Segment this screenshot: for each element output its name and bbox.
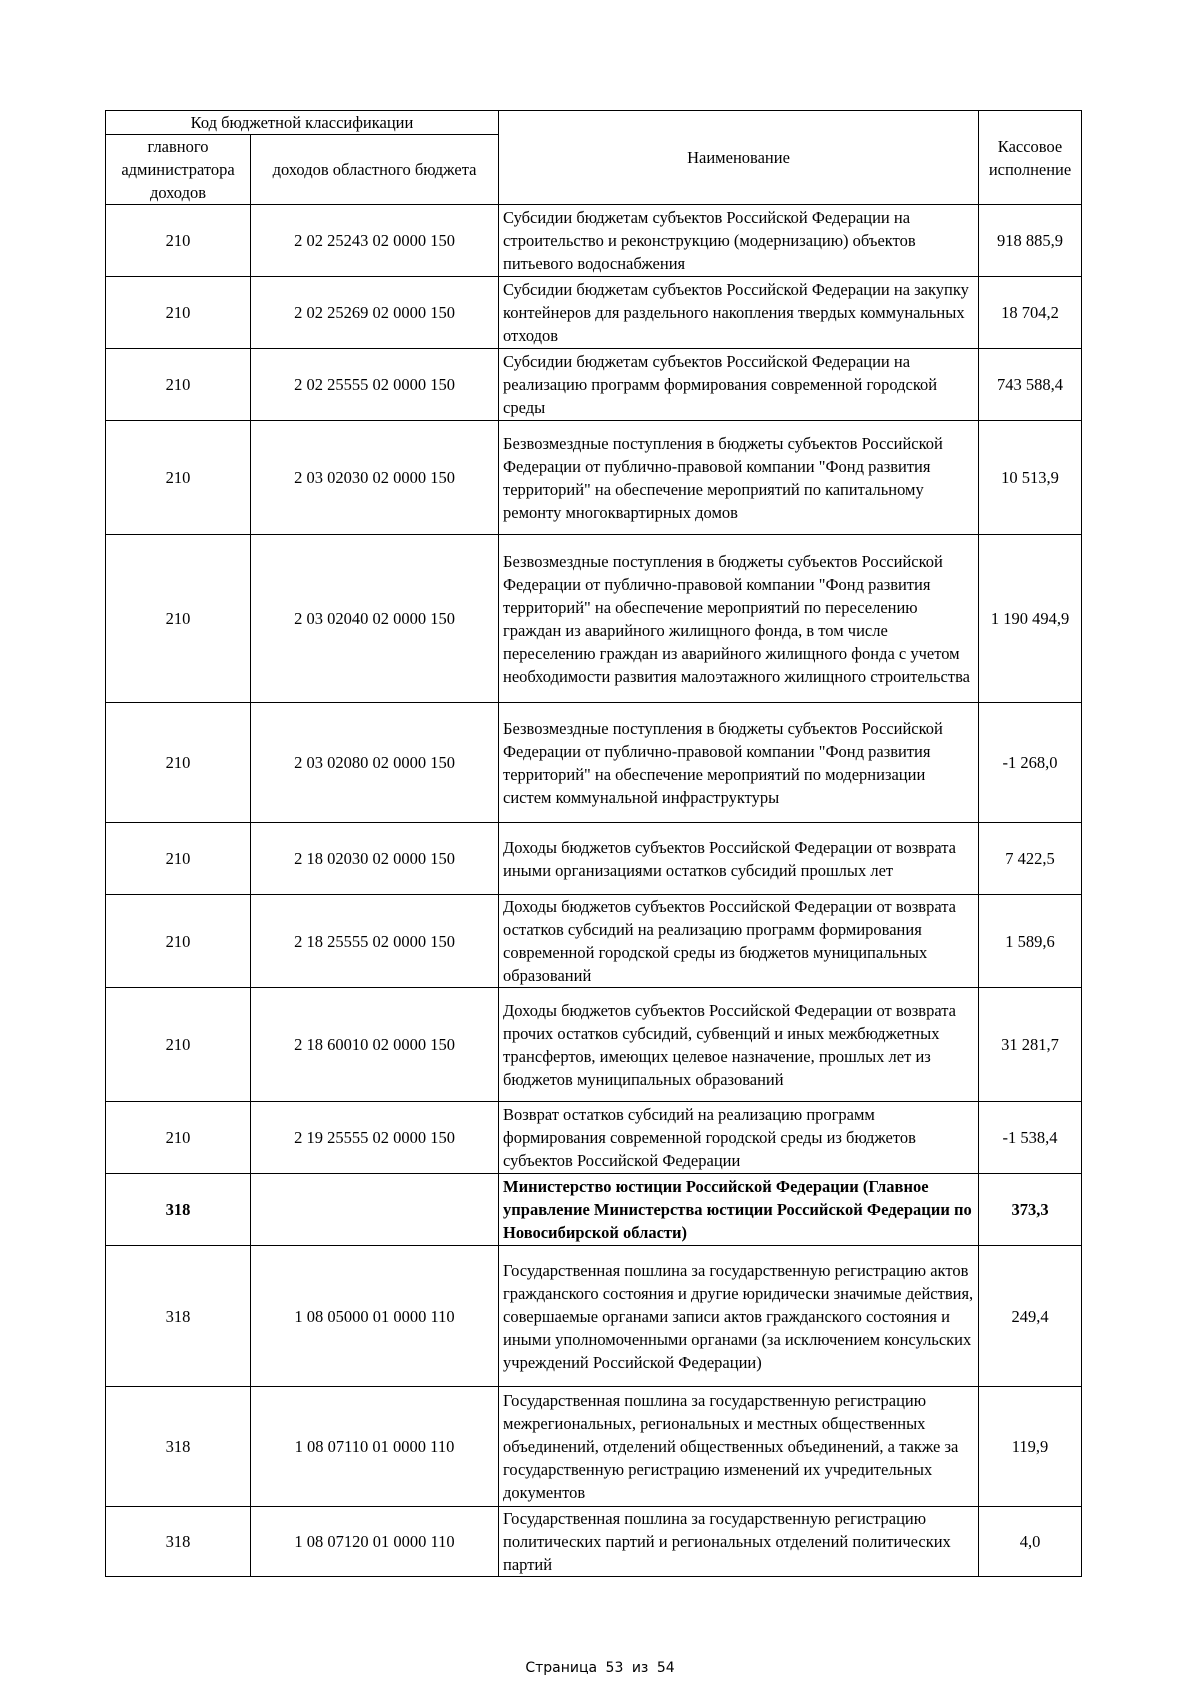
amount-cell: 18 704,2 (979, 277, 1082, 349)
amount-cell: 4,0 (979, 1507, 1082, 1577)
table-row (106, 205, 1082, 277)
admin-code-cell: 210 (106, 1102, 251, 1174)
name-cell: Государственная пошлина за государственную регистрацию актов гражданского состояния и другие юридически значимые действия, совершаемые органами записи актов гражданского состояния и иными уполномоченными органами (за исключением консульских учреждений Российской Федерации) (499, 1246, 979, 1387)
admin-code-cell: 210 (106, 823, 251, 895)
table-row (106, 1246, 1082, 1387)
income-code-cell: 2 03 02030 02 0000 150 (251, 421, 499, 535)
name-cell: Доходы бюджетов субъектов Российской Федерации от возврата иными организациями остатков субсидий прошлых лет (499, 823, 979, 895)
admin-code-cell: 318 (106, 1387, 251, 1507)
admin-code-cell: 318 (106, 1174, 251, 1246)
income-code-cell (251, 1174, 499, 1246)
name-cell: Государственная пошлина за государственную регистрацию межрегиональных, региональных и местных общественных объединений, отделений общественных объединений, а также за государственную регистрацию изменений их учредительных документов (499, 1387, 979, 1507)
income-code-cell: 2 03 02080 02 0000 150 (251, 703, 499, 823)
header-group-title: Код бюджетной классификации (106, 111, 499, 135)
name-cell: Доходы бюджетов субъектов Российской Федерации от возврата прочих остатков субсидий, субвенций и иных межбюджетных трансфертов, имеющих целевое назначение, прошлых лет из бюджетов муниципальных образований (499, 988, 979, 1102)
table-row (106, 1507, 1082, 1577)
page-of: из (631, 1660, 649, 1676)
table-row (106, 535, 1082, 703)
table-row (106, 277, 1082, 349)
name-cell: Безвозмездные поступления в бюджеты субъектов Российской Федерации от публично-правовой компании "Фонд развития территорий" на обеспечение мероприятий по модернизации систем коммунальной инфраструктуры (499, 703, 979, 823)
name-cell: Субсидии бюджетам субъектов Российской Федерации на строительство и реконструкцию (модернизацию) объектов питьевого водоснабжения (499, 205, 979, 277)
admin-code-cell: 210 (106, 421, 251, 535)
amount-cell: -1 268,0 (979, 703, 1082, 823)
amount-cell: 1 190 494,9 (979, 535, 1082, 703)
income-code-cell: 2 03 02040 02 0000 150 (251, 535, 499, 703)
table-row (106, 895, 1082, 988)
amount-cell: 7 422,5 (979, 823, 1082, 895)
admin-code-cell: 318 (106, 1507, 251, 1577)
income-code-cell: 1 08 07120 01 0000 110 (251, 1507, 499, 1577)
name-cell: Министерство юстиции Российской Федерации (Главное управление Министерства юстиции Российской Федерации по Новосибирской области) (499, 1174, 979, 1246)
admin-code-cell: 210 (106, 205, 251, 277)
table-row (106, 988, 1082, 1102)
page-word: Страница (525, 1660, 598, 1676)
admin-code-cell: 210 (106, 349, 251, 421)
name-cell: Безвозмездные поступления в бюджеты субъектов Российской Федерации от публично-правовой компании "Фонд развития территорий" на обеспечение мероприятий по капитальному ремонту многоквартирных домов (499, 421, 979, 535)
income-code-cell: 1 08 07110 01 0000 110 (251, 1387, 499, 1507)
income-code-cell: 1 08 05000 01 0000 110 (251, 1246, 499, 1387)
amount-cell: 119,9 (979, 1387, 1082, 1507)
page-current: 53 (605, 1660, 624, 1676)
amount-cell: 1 589,6 (979, 895, 1082, 988)
table-row (106, 1174, 1082, 1246)
table-row (106, 349, 1082, 421)
amount-cell: 249,4 (979, 1246, 1082, 1387)
name-cell: Субсидии бюджетам субъектов Российской Федерации на закупку контейнеров для раздельного накопления твердых коммунальных отходов (499, 277, 979, 349)
admin-code-cell: 210 (106, 988, 251, 1102)
name-cell: Безвозмездные поступления в бюджеты субъектов Российской Федерации от публично-правовой компании "Фонд развития территорий" на обеспечение мероприятий по переселению граждан из аварийного жилищного фонда, в том числе переселению граждан из аварийного жилищного фонда с учетом необходимости развития малоэтажного жилищного строительства (499, 535, 979, 703)
admin-code-cell: 210 (106, 277, 251, 349)
income-code-cell: 2 19 25555 02 0000 150 (251, 1102, 499, 1174)
page-total: 54 (656, 1660, 675, 1676)
header-admin: главного администратора доходов (106, 135, 251, 205)
income-code-cell: 2 02 25243 02 0000 150 (251, 205, 499, 277)
income-code-cell: 2 18 60010 02 0000 150 (251, 988, 499, 1102)
admin-code-cell: 318 (106, 1246, 251, 1387)
name-cell: Доходы бюджетов субъектов Российской Федерации от возврата остатков субсидий на реализацию программ формирования современной городской среды из бюджетов муниципальных образований (499, 895, 979, 988)
income-code-cell: 2 18 02030 02 0000 150 (251, 823, 499, 895)
table-body (106, 205, 1082, 1577)
header-name: Наименование (499, 111, 979, 205)
table-row (106, 1102, 1082, 1174)
admin-code-cell: 210 (106, 895, 251, 988)
header-income-code: доходов областного бюджета (251, 135, 499, 205)
amount-cell: 373,3 (979, 1174, 1082, 1246)
amount-cell: -1 538,4 (979, 1102, 1082, 1174)
admin-code-cell: 210 (106, 703, 251, 823)
table-row (106, 703, 1082, 823)
table-row (106, 421, 1082, 535)
admin-code-cell: 210 (106, 535, 251, 703)
name-cell: Субсидии бюджетам субъектов Российской Федерации на реализацию программ формирования современной городской среды (499, 349, 979, 421)
income-code-cell: 2 02 25555 02 0000 150 (251, 349, 499, 421)
header-amount: Кассовое исполнение (979, 111, 1082, 205)
table-row (106, 823, 1082, 895)
name-cell: Возврат остатков субсидий на реализацию программ формирования современной городской среды из бюджетов субъектов Российской Федерации (499, 1102, 979, 1174)
budget-table (105, 110, 1082, 1577)
income-code-cell: 2 02 25269 02 0000 150 (251, 277, 499, 349)
amount-cell: 743 588,4 (979, 349, 1082, 421)
amount-cell: 918 885,9 (979, 205, 1082, 277)
name-cell: Государственная пошлина за государственную регистрацию политических партий и региональных отделений политических партий (499, 1507, 979, 1577)
page-footer (0, 1660, 1200, 1676)
amount-cell: 31 281,7 (979, 988, 1082, 1102)
table-row (106, 1387, 1082, 1507)
table-header (106, 111, 1082, 205)
income-code-cell: 2 18 25555 02 0000 150 (251, 895, 499, 988)
amount-cell: 10 513,9 (979, 421, 1082, 535)
